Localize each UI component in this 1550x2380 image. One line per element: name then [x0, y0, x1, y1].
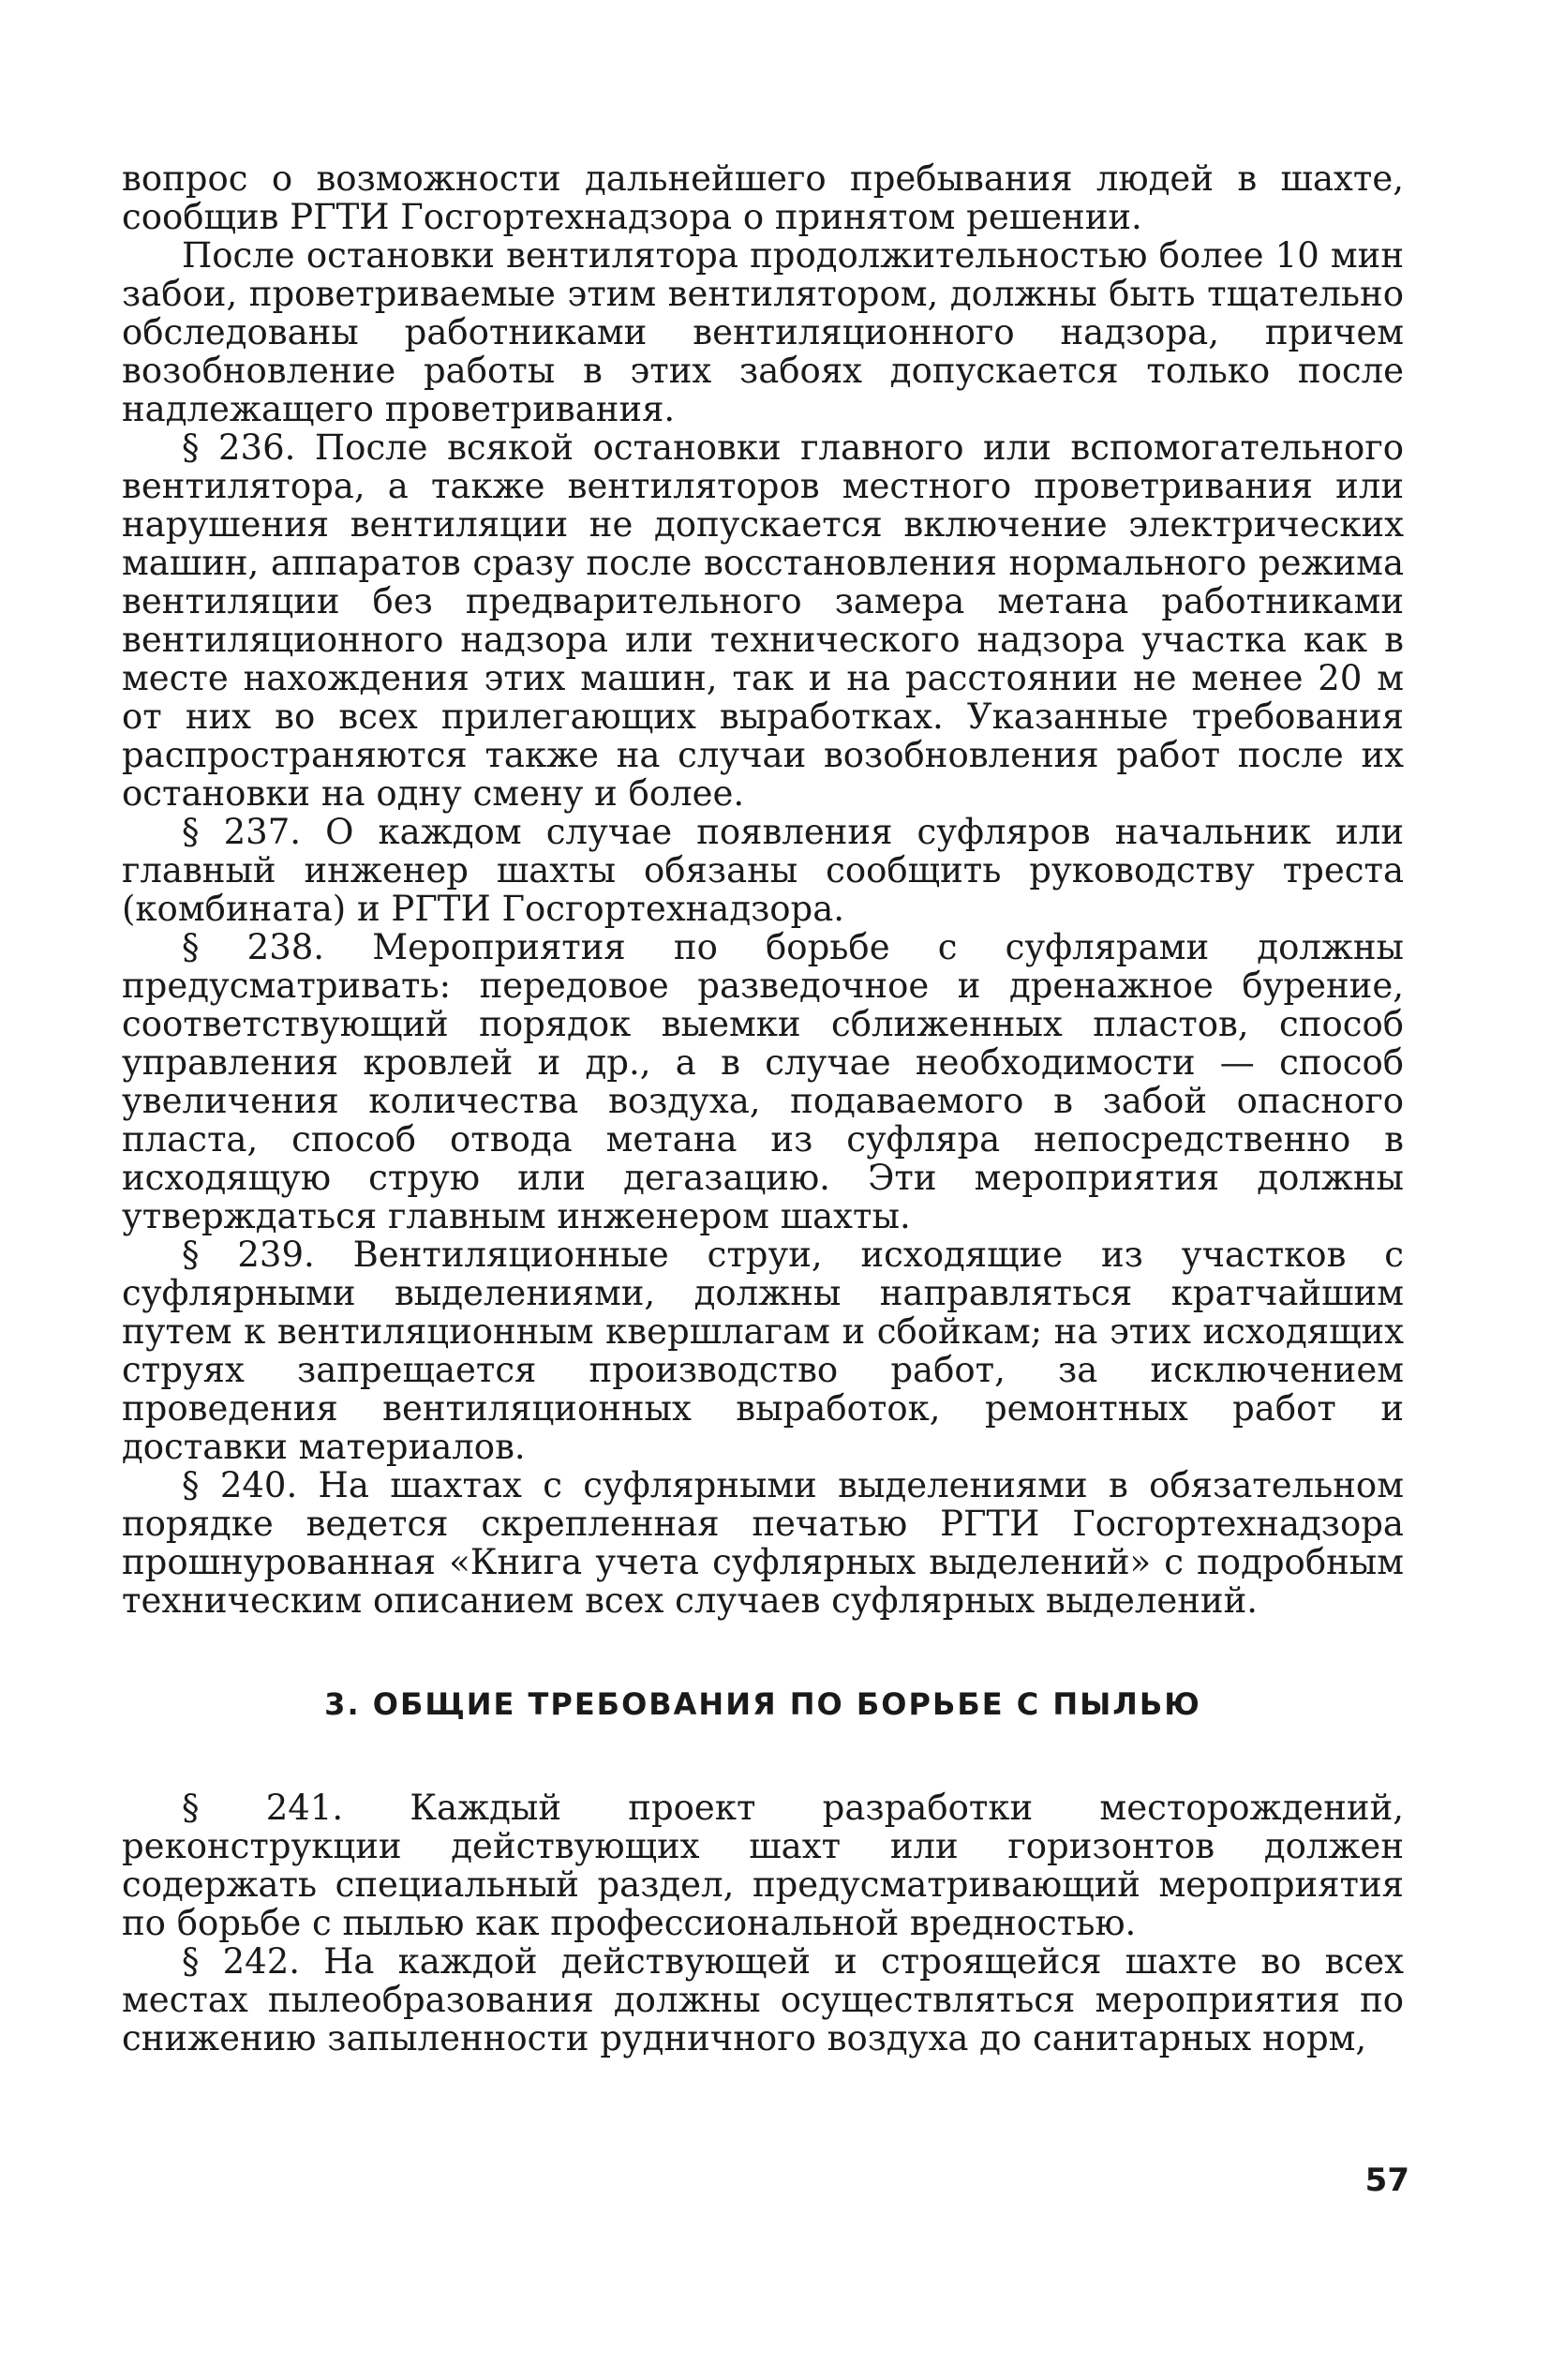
page-number: 57 [1364, 2162, 1409, 2199]
paragraph-section-239: § 239. Вентиляционные струи, исходящие из участков с суфлярными выделениями, должны направляться кратчайшим путем к вентиляционным квершлагам и сбойкам; на этих исходящих струях запрещается производство работ, за исключением проведения вентиляционных выработок, ремонтных работ и доставки материалов. [122, 1235, 1404, 1467]
paragraph-section-238: § 238. Мероприятия по борьбе с суфлярами должны предусматривать: передовое разведочное и дренажное бурение, соответствующий порядок выемки сближенных пластов, способ управления кровлей и др., а в случае необходимости — способ увеличения количества воздуха, подаваемого в забой опасного пласта, способ отвода метана из суфляра непосредственно в исходящую струю или дегазацию. Эти мероприятия должны утверждаться главным инженером шахты. [122, 927, 1404, 1236]
paragraph-section-240: § 240. На шахтах с суфлярными выделениями в обязательном порядке ведется скрепленная печатью РГТИ Госгортехнадзора прошнурованная «Книга учета суфлярных выделений» с подробным техническим описанием всех случаев суфлярных выделений. [122, 1465, 1404, 1621]
paragraph-section-241: § 241. Каждый проект разработки месторождений, реконструкции действующих шахт или горизонтов должен содержать специальный раздел, предусматривающий мероприятия по борьбе с пылью как профессиональной вредностью. [122, 1788, 1404, 1943]
document-page [122, 159, 1404, 2058]
paragraph-fan-stoppage: После остановки вентилятора продолжительностью более 10 мин забои, проветриваемые этим вентилятором, должны быть тщательно обследованы работниками вентиляционного надзора, причем возобновление работы в этих забоях допускается только после надлежащего проветривания. [122, 235, 1404, 429]
paragraph-section-242: § 242. На каждой действующей и строящейся шахте во всех местах пылеобразования должны осуществляться мероприятия по снижению запыленности рудничного воздуха до санитарных норм, [122, 1941, 1404, 2058]
paragraph-section-236: § 236. После всякой остановки главного или вспомогательного вентилятора, а также вентиляторов местного проветривания или нарушения вентиляции не допускается включение электрических машин, аппаратов сразу после восстановления нормального режима вентиляции без предварительного замера метана работниками вентиляционного надзора или технического надзора участка как в месте нахождения этих машин, так и на расстоянии не менее 20 м от них во всех прилегающих выработках. Указанные требования распространяются также на случаи возобновления работ после их остановки на одну смену и более. [122, 427, 1404, 814]
paragraph-continuation: вопрос о возможности дальнейшего пребывания людей в шахте, сообщив РГТИ Госгортехнадзора о принятом решении. [122, 158, 1404, 237]
section-heading-dust: 3. ОБЩИЕ ТРЕБОВАНИЯ ПО БОРЬБЕ С ПЫЛЬЮ [324, 1686, 1201, 1722]
paragraph-section-237: § 237. О каждом случае появления суфляров начальник или главный инженер шахты обязаны сообщить руководству треста (комбината) и РГТИ Госгортехнадзора. [122, 812, 1404, 929]
